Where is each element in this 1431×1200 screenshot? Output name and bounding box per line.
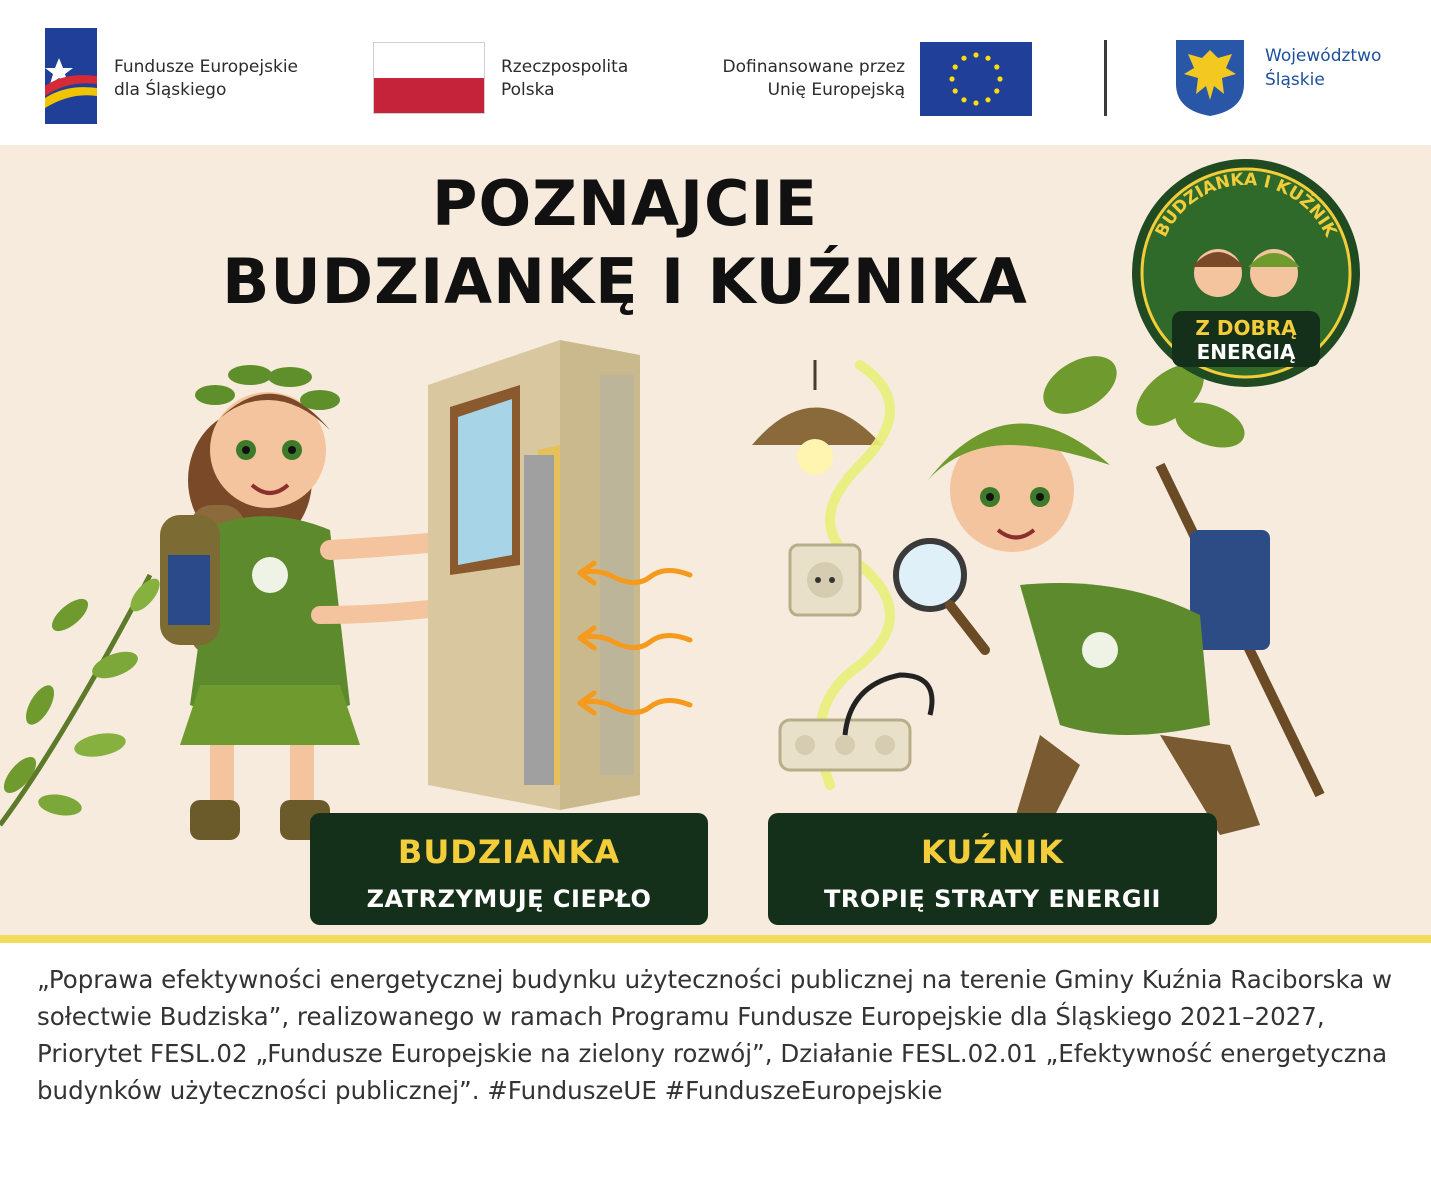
eu-star-icon xyxy=(953,88,958,93)
z-dobra-energia-badge xyxy=(1128,155,1364,391)
eu-star-icon xyxy=(985,56,990,61)
fe-logo-line1: Fundusze Europejskie xyxy=(114,57,298,77)
silesia-logo-line1: Województwo xyxy=(1265,46,1382,66)
pl-logo-line1: Rzeczpospolita xyxy=(501,57,629,77)
logo-bar xyxy=(0,0,1431,145)
budzianka-label xyxy=(310,813,708,925)
pl-logo-line2: Polska xyxy=(501,80,555,100)
fe-logo-icon xyxy=(45,28,97,124)
eu-logo-text xyxy=(690,56,905,102)
kuznik-label xyxy=(768,813,1217,925)
silesian-eagle-crest-icon xyxy=(1174,38,1246,118)
accent-divider xyxy=(0,935,1431,943)
fe-logo-text xyxy=(114,56,298,102)
poster-title-line2: BUDZIANKĘ I KUŹNIKA xyxy=(222,245,1028,318)
kuznik-name: KUŹNIK xyxy=(921,833,1064,871)
eu-logo-line2: Unię Europejską xyxy=(767,80,905,100)
eu-star-icon xyxy=(997,76,1002,81)
eu-star-icon xyxy=(985,97,990,102)
budzianka-name: BUDZIANKA xyxy=(397,833,621,871)
eu-star-icon xyxy=(953,64,958,69)
eu-star-icon xyxy=(961,56,966,61)
eu-logo-line1: Dofinansowane przez xyxy=(722,57,905,77)
eu-star-icon xyxy=(973,52,978,57)
fe-logo-line2: dla Śląskiego xyxy=(114,80,227,100)
eu-star-icon xyxy=(949,76,954,81)
badge-line2: ENERGIĄ xyxy=(1196,340,1296,364)
eu-flag-icon xyxy=(920,42,1032,116)
eu-star-icon xyxy=(961,97,966,102)
silesia-logo-text xyxy=(1265,44,1381,92)
poster xyxy=(0,145,1431,935)
polish-flag-icon xyxy=(373,42,485,114)
project-description: „Poprawa efektywności energetycznej budynku użyteczności publicznej na terenie Gminy Kuźnia Raciborska w sołectwie Budziska”, realizowanego w ramach Programu Fundusze Europejskie dla Śląskiego 2021–2027, Priorytet FESL.02 „Fundusze Europejskie na zielony rozwój”, Działanie FESL.02.01 „Efektywność energetyczna budynków użyteczności publicznej”. #FunduszeUE #FunduszeEuropejskie xyxy=(37,965,1393,1105)
leaf-branch-icon xyxy=(0,574,165,825)
wall-socket-icon xyxy=(790,545,860,615)
eu-star-icon xyxy=(973,100,978,105)
eu-star-icon xyxy=(994,64,999,69)
badge-line1: Z DOBRĄ xyxy=(1195,316,1297,340)
kuznik-character-icon xyxy=(896,344,1320,845)
power-strip-icon xyxy=(780,675,932,770)
eu-star-icon xyxy=(994,88,999,93)
poster-title-line1: POZNAJCIE xyxy=(432,167,818,240)
pl-logo-text xyxy=(501,56,628,102)
badge-top-text: BUDZIANKA I KUŹNIK xyxy=(1151,169,1341,241)
logo-separator xyxy=(1104,40,1107,116)
kuznik-tagline: TROPIĘ STRATY ENERGII xyxy=(824,885,1161,913)
footer xyxy=(0,943,1431,1200)
silesia-logo-line2: Śląskie xyxy=(1265,70,1325,90)
budzianka-tagline: ZATRZYMUJĘ CIEPŁO xyxy=(366,885,652,913)
